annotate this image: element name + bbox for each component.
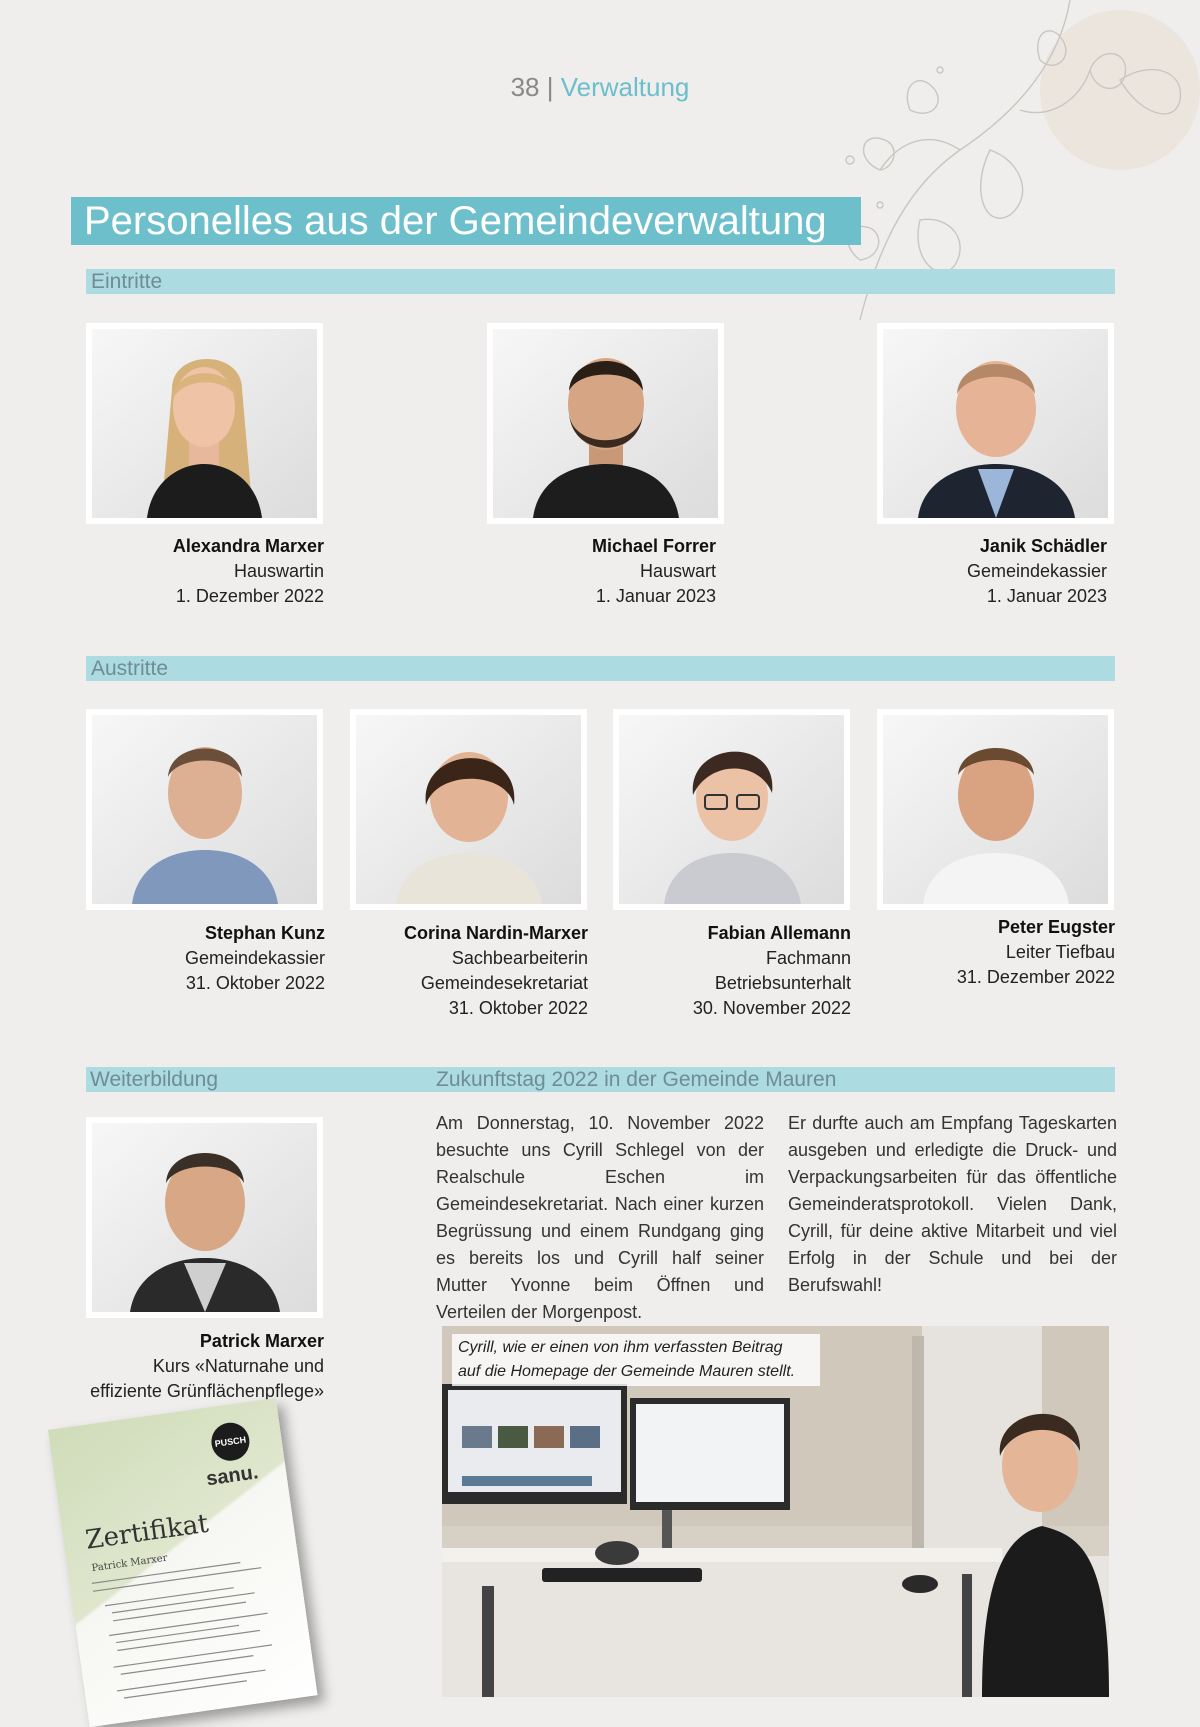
zukunftstag-text-col2: Er durfte auch am Empfang Tageskarten ausgeben und erledigte die Druck- und Verpackungsarbeiten für das öffentliche Gemeinderatsprotokoll. Vielen Dank, Cyrill, für deine aktive Mitarbeit und viel Erfolg in der Schule und bei der Berufswahl!	[788, 1113, 1117, 1295]
person-card-alexandra-marxer	[86, 534, 324, 609]
person-role: Gemeindekassier	[966, 561, 1107, 581]
person-role: Gemeindekassier	[184, 948, 325, 968]
certificate-body-lines	[91, 1549, 299, 1714]
caption-line2: auf die Homepage der Gemeinde Mauren stellt.	[458, 1363, 796, 1380]
person-name: Michael Forrer	[591, 536, 716, 556]
sanu-logo: sanu.	[204, 1461, 260, 1491]
portrait-stephan-kunz	[86, 709, 323, 910]
portrait-corina-nardin-marxer	[350, 709, 587, 910]
section-heading-eintritte: Eintritte	[91, 270, 163, 293]
portrait-alexandra-marxer	[86, 323, 323, 524]
person-name: Corina Nardin-Marxer	[403, 923, 588, 943]
person-card-patrick-marxer	[60, 1329, 324, 1404]
section-name: Verwaltung	[560, 72, 690, 102]
person-date: 30. November 2022	[692, 998, 851, 1018]
pusch-logo	[209, 1420, 252, 1463]
person-role: Hauswart	[639, 561, 716, 581]
person-date: 31. Oktober 2022	[448, 998, 588, 1018]
page-number: 38	[510, 72, 540, 102]
course-line2: effiziente Grünflächenpflege»	[90, 1381, 324, 1401]
person-card-fabian-allemann	[613, 921, 851, 1021]
zukunftstag-text-col1: Am Donnerstag, 10. November 2022 besuchte uns Cyrill Schlegel von der Realschule Eschen im Gemeindesekretariat. Nach einer kurzen Begrüssung und einem Rundgang ging es bereits los und Cyrill half seiner Mutter Yvonne beim Öffnen und Verteilen der Morgenpost.	[436, 1113, 764, 1322]
portrait-patrick-marxer	[86, 1117, 323, 1318]
person-card-michael-forrer	[487, 534, 716, 609]
certificate-image	[48, 1398, 318, 1727]
portrait-michael-forrer	[487, 323, 724, 524]
person-role: Leiter Tiefbau	[1005, 942, 1115, 962]
portrait-janik-schaedler	[877, 323, 1114, 524]
person-date: 1. Dezember 2022	[175, 586, 324, 606]
photo-caption	[452, 1334, 820, 1386]
person-card-janik-schaedler	[877, 534, 1107, 609]
person-name: Janik Schädler	[979, 536, 1107, 556]
section-heading-weiterbildung: Weiterbildung	[90, 1068, 219, 1091]
person-name: Patrick Marxer	[199, 1331, 324, 1351]
section-band-austritte	[86, 656, 1115, 681]
pusch-logo-text: PUSCH	[214, 1434, 247, 1449]
caption-line1: Cyrill, wie er einen von ihm verfassten Beitrag	[458, 1339, 783, 1356]
course-line1: Kurs «Naturnahe und	[152, 1356, 324, 1376]
certificate-title: Zertifikat	[83, 1508, 211, 1556]
person-role: Sachbearbeiterin	[451, 948, 588, 968]
person-card-corina-nardin-marxer	[350, 921, 588, 1021]
page-title: Personelles aus der Gemeindeverwaltung	[84, 199, 827, 243]
portrait-peter-eugster	[877, 709, 1114, 910]
person-date: 31. Dezember 2022	[956, 967, 1115, 987]
person-date: 1. Januar 2023	[595, 586, 716, 606]
section-band-eintritte	[86, 269, 1115, 294]
portrait-fabian-allemann	[613, 709, 850, 910]
person-card-peter-eugster	[877, 915, 1115, 990]
certificate-holder: Patrick Marxer	[90, 1552, 169, 1575]
section-heading-austritte: Austritte	[91, 657, 169, 680]
person-name: Fabian Allemann	[707, 923, 851, 943]
person-role: Fachmann	[765, 948, 851, 968]
section-heading-zukunftstag: Zukunftstag 2022 in der Gemeinde Mauren	[436, 1068, 837, 1091]
person-role-line2: Betriebsunterhalt	[714, 973, 851, 993]
person-name: Alexandra Marxer	[172, 536, 324, 556]
person-role: Hauswartin	[233, 561, 324, 581]
header-separator: |	[546, 72, 554, 102]
person-name: Stephan Kunz	[205, 923, 325, 943]
person-date: 31. Oktober 2022	[185, 973, 325, 993]
person-date: 1. Januar 2023	[986, 586, 1107, 606]
person-name: Peter Eugster	[997, 917, 1115, 937]
person-role-line2: Gemeindesekretariat	[420, 973, 588, 993]
person-card-stephan-kunz	[86, 921, 325, 996]
